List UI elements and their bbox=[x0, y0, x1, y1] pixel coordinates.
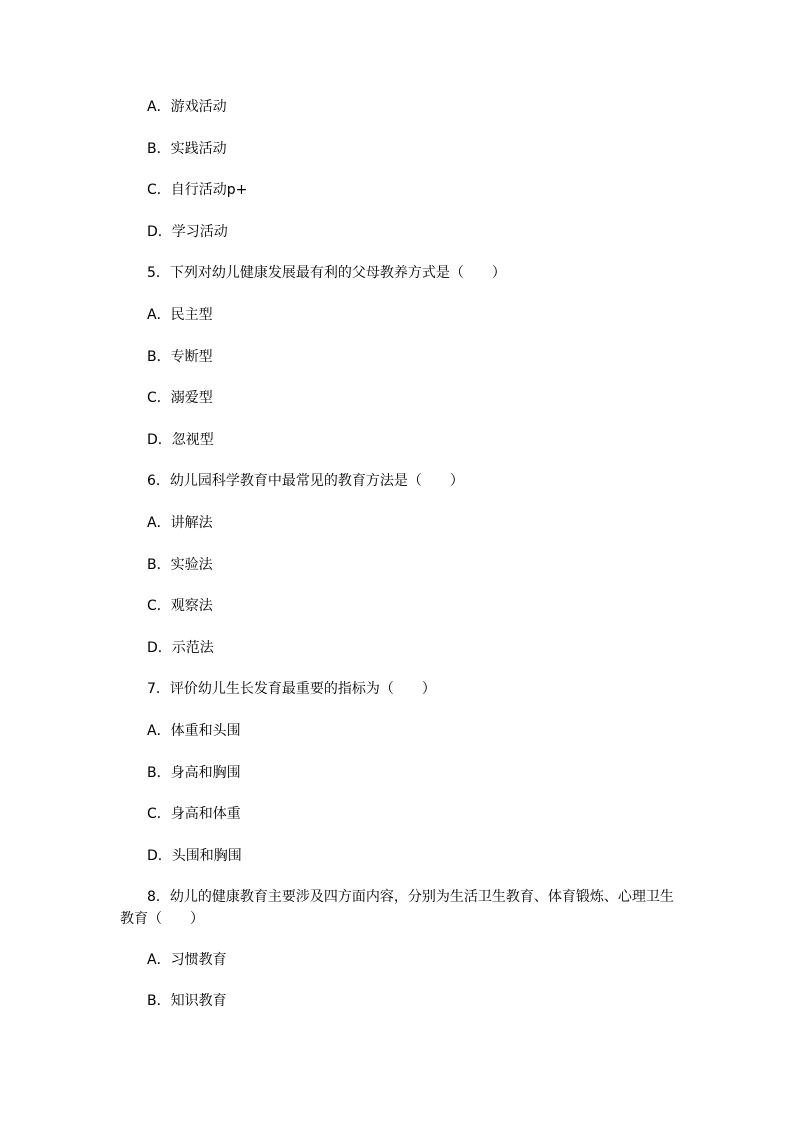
question-6-option-a: A．讲解法 bbox=[147, 515, 213, 531]
question-6-option-d: D．示范法 bbox=[147, 640, 214, 656]
question-5-option-a: A．民主型 bbox=[147, 307, 213, 323]
question-5-option-b: B．专断型 bbox=[147, 349, 213, 365]
question-7-option-a: A．体重和头围 bbox=[147, 723, 241, 739]
question-8-option-a: A．习惯教育 bbox=[147, 952, 227, 968]
option-a: A．游戏活动 bbox=[147, 99, 227, 115]
question-7-option-b: B．身高和胸围 bbox=[147, 765, 241, 781]
question-7-option-d: D．头围和胸围 bbox=[147, 848, 242, 864]
question-6-option-c: C．观察法 bbox=[147, 598, 213, 614]
question-8-option-b: B．知识教育 bbox=[147, 993, 227, 1009]
question-5-option-c: C．溺爱型 bbox=[147, 390, 213, 406]
question-7-stem: 7．评价幼儿生长发育最重要的指标为（ ） bbox=[147, 681, 436, 697]
question-8-stem: 8．幼儿的健康教育主要涉及四方面内容，分别为生活卫生教育、体育锻炼、心理卫生教育（ ） bbox=[120, 889, 674, 927]
question-5-stem: 5．下列对幼儿健康发展最有利的父母教养方式是（ ） bbox=[147, 265, 506, 281]
option-b: B．实践活动 bbox=[147, 141, 227, 157]
question-7-option-c: C．身高和体重 bbox=[147, 806, 241, 822]
option-d: D．学习活动 bbox=[147, 224, 228, 240]
question-6-option-b: B．实验法 bbox=[147, 557, 213, 573]
question-6-stem: 6．幼儿园科学教育中最常见的教育方法是（ ） bbox=[147, 473, 464, 489]
question-5-option-d: D．忽视型 bbox=[147, 432, 214, 448]
option-c: C．自行活动p+ bbox=[147, 182, 248, 198]
